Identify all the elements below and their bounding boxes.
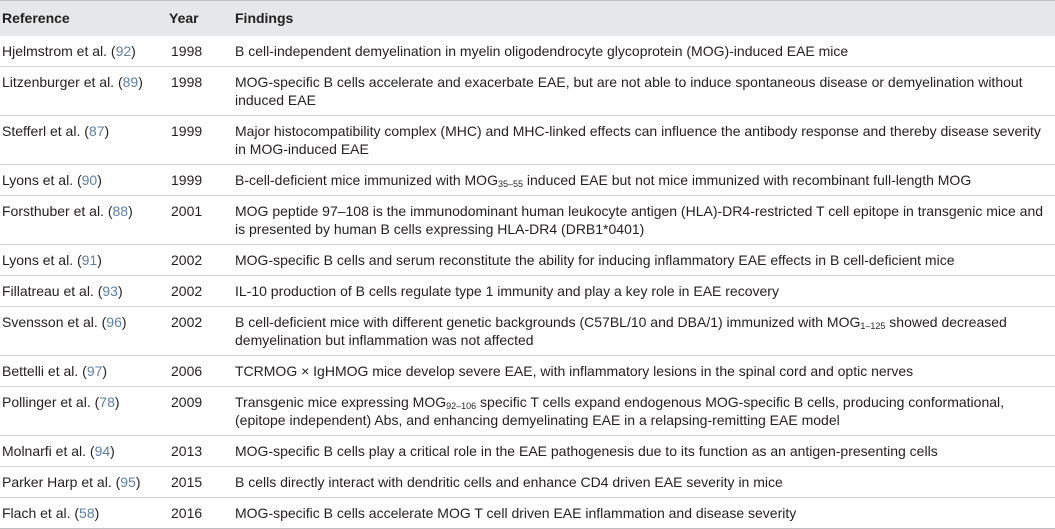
citation-link[interactable]: 78: [99, 393, 115, 410]
table-row: [0, 386, 1055, 435]
reference-cell: Lyons et al. (91): [2, 251, 102, 268]
reference-cell: Svensson et al. (96): [2, 313, 127, 330]
year-cell: 2016: [171, 504, 203, 521]
table-row: [0, 164, 1055, 195]
table-row: [0, 355, 1055, 386]
findings-cell: MOG-specific B cells play a critical role in the EAE pathogenesis due to its function as an antigen-presenting cells: [235, 442, 938, 459]
table-row: [0, 435, 1055, 466]
citation-link[interactable]: 96: [106, 313, 122, 330]
column-header-reference: Reference: [0, 1, 167, 36]
reference-cell: Forsthuber et al. (88): [2, 202, 133, 219]
subscript: 92–106: [446, 400, 477, 411]
citation-link[interactable]: 90: [81, 171, 98, 188]
findings-cell: B cell-independent demyelination in myelin oligodendrocyte glycoprotein (MOG)-induced EAE mice: [235, 42, 849, 59]
reference-cell: Pollinger et al. (78): [2, 393, 120, 410]
table-row: [0, 36, 1055, 67]
citation-link[interactable]: 93: [102, 282, 118, 299]
citation-link[interactable]: 87: [88, 122, 105, 139]
findings-cell: B-cell-deficient mice immunized with $MOG_{35-55}$ induced EAE but not mice immunized with recombinant full-length MOG: [235, 171, 972, 189]
findings-cell: MOG peptide 97–108 is the immunodominant human leukocyte antigen (HLA)-DR4-restricted T cell epitope in transgenic mice and is presented by human B cells expressing HLA-DR4 (DRB1*0401): [235, 202, 1044, 237]
citation-link[interactable]: 58: [79, 504, 95, 521]
citation-link[interactable]: 88: [112, 202, 129, 219]
citation-link[interactable]: 91: [81, 251, 98, 268]
reference-cell: Parker Harp et al. (95): [2, 473, 141, 490]
reference-cell: Litzenburger et al. (89): [2, 73, 143, 90]
findings-cell: MOG-specific B cells and serum reconstitute the ability for inducing inflammatory EAE effects in B cell-deficient mice: [235, 251, 955, 268]
findings-cell: TCRMOG × IgHMOG mice develop severe EAE, with inflammatory lesions in the spinal cord and optic nerves: [235, 362, 914, 379]
table-row: [0, 275, 1055, 306]
reference-cell: Stefferl et al. (87): [2, 122, 110, 139]
reference-cell: Hjelmstrom et al. (92): [2, 42, 136, 59]
year-cell: 2009: [171, 393, 203, 410]
column-header-findings: Findings: [231, 1, 1055, 36]
subscript: 1–125: [860, 320, 886, 331]
table-header-row: [0, 1, 1055, 36]
table-row: [0, 66, 1055, 115]
table-row: [0, 195, 1055, 244]
findings-cell: B cells directly interact with dendritic cells and enhance CD4 driven EAE severity in mice: [235, 473, 783, 490]
year-cell: 1999: [171, 171, 203, 188]
reference-cell: Molnarfi et al. (94): [2, 442, 115, 459]
year-cell: 2001: [171, 202, 203, 219]
year-cell: 1998: [171, 73, 203, 90]
reference-cell: Bettelli et al. (97): [2, 362, 108, 379]
table-row: [0, 466, 1055, 497]
year-cell: 1998: [171, 42, 203, 59]
table-row: [0, 497, 1055, 528]
column-header-year: Year: [167, 1, 231, 36]
year-cell: 2002: [171, 282, 203, 299]
citation-link[interactable]: 95: [120, 473, 136, 490]
findings-cell: IL-10 production of B cells regulate type 1 immunity and play a key role in EAE recovery: [235, 282, 779, 299]
reference-cell: Lyons et al. (90): [2, 171, 102, 188]
year-cell: 2013: [171, 442, 203, 459]
citation-link[interactable]: 92: [115, 42, 132, 59]
reference-cell: Flach et al. (58): [2, 504, 100, 521]
subscript: 35–55: [497, 178, 523, 189]
reference-cell: Fillatreau et al. (93): [2, 282, 123, 299]
citation-link[interactable]: 97: [86, 362, 103, 379]
table-row: [0, 244, 1055, 275]
year-cell: 2015: [171, 473, 203, 490]
table-row: [0, 306, 1055, 355]
findings-cell: Major histocompatibility complex (MHC) and MHC-linked effects can influence the antibody response and thereby disease severity in MOG-induced EAE: [235, 122, 1041, 157]
citation-link[interactable]: 94: [94, 442, 111, 459]
findings-cell: B cell-deficient mice with different genetic backgrounds (C57BL/10 and DBA/1) immunized with $MOG_{1-125}$ showed decreased demyelination but inflammation was not affected: [235, 313, 1007, 348]
year-cell: 1999: [171, 122, 203, 139]
year-cell: 2002: [171, 313, 203, 330]
year-cell: 2002: [171, 251, 203, 268]
table-row: [0, 115, 1055, 164]
year-cell: 2006: [171, 362, 203, 379]
citation-link[interactable]: 89: [122, 73, 139, 90]
findings-cell: MOG-specific B cells accelerate and exacerbate EAE, but are not able to induce spontaneous disease or demyelination without induced EAE: [235, 73, 1023, 108]
findings-cell: Transgenic mice expressing $MOG_{92-106}$ specific T cells expand endogenous MOG-specific B cells, producing conformational, (epitope independent) Abs, and enhancing demyelinating EAE in a relapsing-remitting EAE model: [235, 393, 1005, 428]
findings-cell: MOG-specific B cells accelerate MOG T cell driven EAE inflammation and disease severity: [235, 504, 797, 521]
